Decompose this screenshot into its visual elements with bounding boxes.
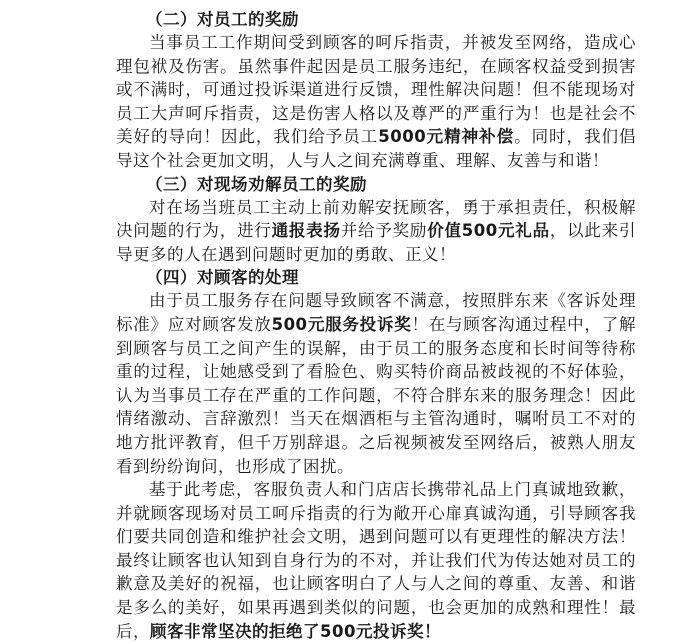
section-heading-mediator-reward: （三）对现场劝解员工的奖励 — [146, 174, 367, 194]
paragraph — [116, 478, 636, 643]
section-heading-customer-handling: （四）对顾客的处理 — [146, 268, 299, 288]
text-run-bold: 5000元精神补偿 — [378, 127, 515, 147]
text-run-bold: 通报表扬 — [271, 221, 341, 241]
text-run: ，以此来引导更多的人在遇到问题时更加的勇敢、正义！ — [116, 221, 637, 264]
paragraph — [116, 196, 636, 267]
text-run: 由于员工服务存在问题导致顾客不满意，按照胖东来《客诉处理标准》应对顾客发放 — [116, 291, 636, 334]
text-run: 。同时，我们倡导这个社会更加文明，人与人之间充满尊重、理解、友善与和谐！ — [116, 127, 636, 170]
text-run-bold: 500元服务投诉奖 — [271, 314, 412, 334]
text-run: 并给予奖励 — [340, 221, 428, 241]
text-run: 基于此考虑，客服负责人和门店店长携带礼品上门真诚地致歉，并就顾客现场对员工呵斥指责的行为敞开心扉真诚沟通，引导顾客我们要共同创造和维护社会文明，遇到问题可以有更理性的解决方法！最终让顾客也认知到自身行为的不对，并让我们代为传达她对员工的歉意及美好的祝福，也让顾客明白了人与人之间的尊重、友善、和谐是多么的美好，如果再遇到类似的问题，也会更加的成熟和理性！最后， — [116, 480, 636, 641]
text-run-bold: 价值500元礼品 — [427, 221, 550, 241]
paragraph — [116, 31, 636, 173]
text-run-bold: 顾客非常坚决的拒绝了500元投诉奖！ — [150, 621, 441, 641]
section-heading-employee-reward: （二）对员工的奖励 — [146, 10, 299, 29]
text-run: ！在与顾客沟通过程中，了解到顾客与员工之间产生的误解，由于员工的服务态度和长时间等待称重的过程，让她感受到了看脸色、购买特价商品被歧视的不好体验，认为当事员工存在严重的工作问题，不符合胖东来的服务理念！因此情绪激动、言辞激烈！当天在烟酒柜与主管沟通时，嘱咐员工不对的地方批评教育，但千万别辞退。之后视频被发至网络后，被熟人朋友看到纷纷询问，也形成了困扰。 — [116, 314, 637, 476]
text-run: 对在场当班员工主动上前劝解安抚顾客，勇于承担责任，积极解决问题的行为，进行 — [116, 197, 636, 241]
paragraph — [116, 289, 636, 478]
text-run: 当事员工工作期间受到顾客的呵斥指责，并被发至网络，造成心理包袱及伤害。虽然事件起因是员工服务违纪，在顾客权益受到损害或不满时，可通过投诉渠道进行反馈，理性解决问题！但不能现场对员工大声呵斥指责，这是伤害人格以及尊严的严重行为！也是社会不美好的导向！因此，我们给予员工 — [116, 33, 636, 147]
